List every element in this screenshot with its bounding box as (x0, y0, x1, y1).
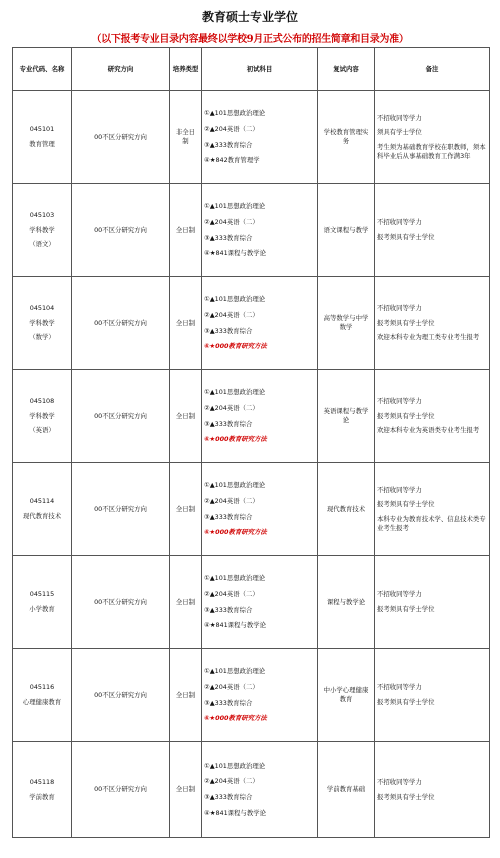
cell-type (170, 556, 202, 649)
exam-subject: ①▲101思想政治理论 (204, 388, 266, 397)
header-type: 培养类型 (170, 48, 202, 91)
cell-direction (72, 649, 170, 742)
exam-subject: ③▲333教育综合 (204, 419, 253, 428)
exam-subject: ④★841课程与教学论 (204, 621, 266, 630)
note-line: 不招收同等学力 (377, 397, 422, 406)
cell-code-name (13, 370, 72, 463)
exam-subject: ①▲101思想政治理论 (204, 481, 266, 490)
cell-retest (318, 370, 375, 463)
cell-type (170, 742, 202, 838)
cell-direction (72, 370, 170, 463)
exam-subject: ③▲333教育综合 (204, 512, 253, 521)
type-line: 全日制 (175, 597, 196, 606)
exam-subject: ②▲204英语（二） (204, 589, 259, 598)
direction-text: 00不区分研究方向 (94, 318, 147, 327)
cell-notes (375, 649, 490, 742)
cell-exam-subjects (202, 463, 318, 556)
exam-subject: ①▲101思想政治理论 (204, 202, 266, 211)
cell-notes (375, 463, 490, 556)
table-row (13, 556, 490, 649)
cell-exam-subjects (202, 184, 318, 277)
exam-subject: ②▲204英语（二） (204, 310, 259, 319)
table-row (13, 91, 490, 184)
retest-line: 语文课程与教学 (323, 225, 369, 234)
cell-exam-subjects (202, 91, 318, 184)
code-name-line: 学前教育 (29, 792, 55, 801)
code-name-line: 现代教育技术 (22, 512, 62, 520)
exam-subject: ①▲101思想政治理论 (204, 109, 266, 118)
note-line: 须具有学士学位 (377, 128, 422, 137)
cell-code-name (13, 556, 72, 649)
exam-subject: ②▲204英语（二） (204, 403, 259, 412)
retest-line: 课程与教学论 (326, 597, 366, 606)
exam-subject: ④★000教育研究方法 (204, 528, 267, 537)
code-name-line: 小学教育 (29, 605, 55, 613)
cell-type (170, 463, 202, 556)
cell-retest (318, 184, 375, 277)
exam-subject: ④★000教育研究方法 (204, 342, 267, 351)
exam-subject: ③▲333教育综合 (204, 698, 253, 707)
type-line: 全日制 (175, 411, 196, 420)
code-name-line: 045114 (29, 497, 55, 506)
direction-text: 00不区分研究方向 (94, 225, 147, 234)
retest-line: 数学 (339, 323, 353, 331)
exam-subject: ②▲204英语（二） (204, 124, 259, 133)
cell-code-name (13, 277, 72, 370)
code-name-line: 学科教学 (29, 411, 55, 420)
cell-exam-subjects (202, 370, 318, 463)
cell-notes (375, 370, 490, 463)
exam-subject: ②▲204英语（二） (204, 217, 259, 226)
type-line: 全日制 (175, 225, 196, 234)
exam-subject: ③▲333教育综合 (204, 326, 253, 335)
cell-retest (318, 91, 375, 184)
type-line: 全日制 (175, 785, 196, 794)
cell-direction (72, 91, 170, 184)
note-line: 报考须具有学士学位 (377, 318, 435, 327)
exam-subject: ③▲333教育综合 (204, 793, 253, 801)
direction-text: 00不区分研究方向 (94, 597, 147, 606)
cell-retest (318, 649, 375, 742)
cell-direction (72, 556, 170, 649)
cell-notes (375, 556, 490, 649)
retest-line: 学前教育基础 (326, 785, 366, 794)
type-line: 全日制 (175, 318, 196, 327)
cell-direction (72, 184, 170, 277)
exam-subject: ④★841课程与教学论 (204, 249, 266, 258)
table-row (13, 649, 490, 742)
note-line: 报考须具有学士学位 (377, 605, 435, 613)
cell-retest (318, 463, 375, 556)
header-retest: 复试内容 (318, 48, 375, 91)
note-line: 报考须具有学士学位 (377, 698, 435, 706)
cell-code-name (13, 742, 72, 838)
cell-exam-subjects (202, 649, 318, 742)
exam-subject: ④★841课程与教学论 (204, 808, 266, 817)
note-line: 报考须具有学士学位 (377, 792, 435, 801)
note-line: 报考须具有学士学位 (377, 500, 435, 509)
cell-direction (72, 742, 170, 838)
cell-notes (375, 277, 490, 370)
note-line: 不招收同等学力 (377, 218, 422, 227)
note-line: 不招收同等学力 (377, 113, 422, 122)
cell-notes (375, 184, 490, 277)
cell-code-name (13, 463, 72, 556)
exam-subject: ①▲101思想政治理论 (204, 761, 266, 770)
cell-code-name (13, 184, 72, 277)
exam-subject: ①▲101思想政治理论 (204, 295, 266, 304)
exam-subject: ②▲204英语（二） (204, 496, 259, 505)
note-line: 报考须具有学士学位 (377, 233, 435, 241)
exam-subject: ①▲101思想政治理论 (204, 574, 266, 583)
cell-type (170, 184, 202, 277)
note-line: 不招收同等学力 (377, 304, 422, 313)
exam-subject: ④★000教育研究方法 (204, 714, 267, 723)
table-row (13, 742, 490, 838)
cell-type (170, 649, 202, 742)
retest-line: 学校教育管理实 (323, 128, 369, 137)
cell-retest (318, 556, 375, 649)
direction-text: 00不区分研究方向 (94, 785, 147, 794)
note-line: 考生须为基础教育学校在职教师，须本科毕业后从事基础教育工作满3年 (377, 143, 486, 160)
note-line: 本科专业为教育技术学、信息技术类专业考生报考 (377, 515, 486, 532)
table-row (13, 370, 490, 463)
code-name-line: 学科教学 (29, 318, 55, 327)
table-row (13, 463, 490, 556)
code-name-line: 心理健康教育 (22, 698, 62, 706)
cell-code-name (13, 649, 72, 742)
cell-exam-subjects (202, 742, 318, 838)
cell-notes (375, 742, 490, 838)
header-exam-subjects: 初试科目 (202, 48, 318, 91)
cell-notes (375, 91, 490, 184)
type-line: 全日制 (175, 690, 196, 699)
code-name-line: 045101 (29, 125, 55, 134)
retest-line: 务 (342, 137, 350, 145)
retest-line: 教育 (339, 695, 353, 703)
exam-subject: ④★842教育管理学 (204, 156, 260, 165)
page-subtitle: （以下报考专业目录内容最终以学校9月正式公布的招生简章和目录为准） (91, 34, 409, 45)
retest-line: 高等数学与中学 (323, 314, 369, 323)
retest-line: 现代教育技术 (326, 504, 366, 513)
code-name-line: 045118 (29, 777, 55, 786)
page-title: 教育硕士专业学位 (201, 10, 298, 24)
table-header-row (13, 48, 490, 91)
note-line: 不招收同等学力 (377, 590, 422, 599)
cell-exam-subjects (202, 556, 318, 649)
code-name-line: 学科教学 (29, 225, 55, 234)
code-name-line: 045108 (29, 397, 55, 406)
cell-type (170, 370, 202, 463)
cell-retest (318, 277, 375, 370)
header-direction: 研究方向 (72, 48, 170, 91)
cell-direction (72, 463, 170, 556)
code-name-line: （语文） (29, 240, 55, 249)
code-name-line: 045103 (29, 211, 55, 220)
note-line: 报考须具有学士学位 (377, 411, 435, 420)
table-row (13, 184, 490, 277)
code-name-line: 教育管理 (29, 140, 55, 148)
code-name-line: 045104 (29, 304, 55, 313)
header-code-name: 专业代码、名称 (13, 48, 72, 91)
exam-subject: ②▲204英语（二） (204, 777, 259, 786)
exam-subject: ②▲204英语（二） (204, 682, 259, 691)
code-name-line: （数学） (29, 333, 55, 342)
cell-type (170, 91, 202, 184)
cell-type (170, 277, 202, 370)
note-line: 不招收同等学力 (377, 777, 422, 786)
retest-line: 英语课程与教学 (323, 407, 369, 416)
code-name-line: 045116 (29, 683, 55, 692)
cell-retest (318, 742, 375, 838)
type-line: 非全日 (175, 128, 196, 137)
direction-text: 00不区分研究方向 (94, 690, 147, 699)
note-line: 不招收同等学力 (377, 485, 422, 494)
direction-text: 00不区分研究方向 (94, 132, 147, 141)
cell-exam-subjects (202, 277, 318, 370)
direction-text: 00不区分研究方向 (94, 504, 147, 513)
exam-subject: ③▲333教育综合 (204, 233, 253, 242)
note-line: 欢迎本科专业为理工类专业考生报考 (377, 333, 480, 342)
exam-subject: ③▲333教育综合 (204, 605, 253, 614)
exam-subject: ①▲101思想政治理论 (204, 667, 266, 676)
header-notes: 备注 (375, 48, 490, 91)
table-row (13, 277, 490, 370)
type-line: 制 (182, 137, 189, 145)
type-line: 全日制 (175, 504, 196, 513)
code-name-line: 045115 (29, 590, 55, 599)
note-line: 不招收同等学力 (377, 683, 422, 692)
direction-text: 00不区分研究方向 (94, 411, 147, 420)
exam-subject: ③▲333教育综合 (204, 140, 253, 149)
exam-subject: ④★000教育研究方法 (204, 435, 267, 444)
note-line: 欢迎本科专业为英语类专业考生报考 (377, 426, 480, 435)
code-name-line: （英语） (29, 426, 55, 435)
retest-line: 中小学心理健康 (323, 686, 369, 695)
cell-direction (72, 277, 170, 370)
program-table (12, 47, 490, 838)
cell-code-name (13, 91, 72, 184)
retest-line: 论 (342, 416, 350, 424)
